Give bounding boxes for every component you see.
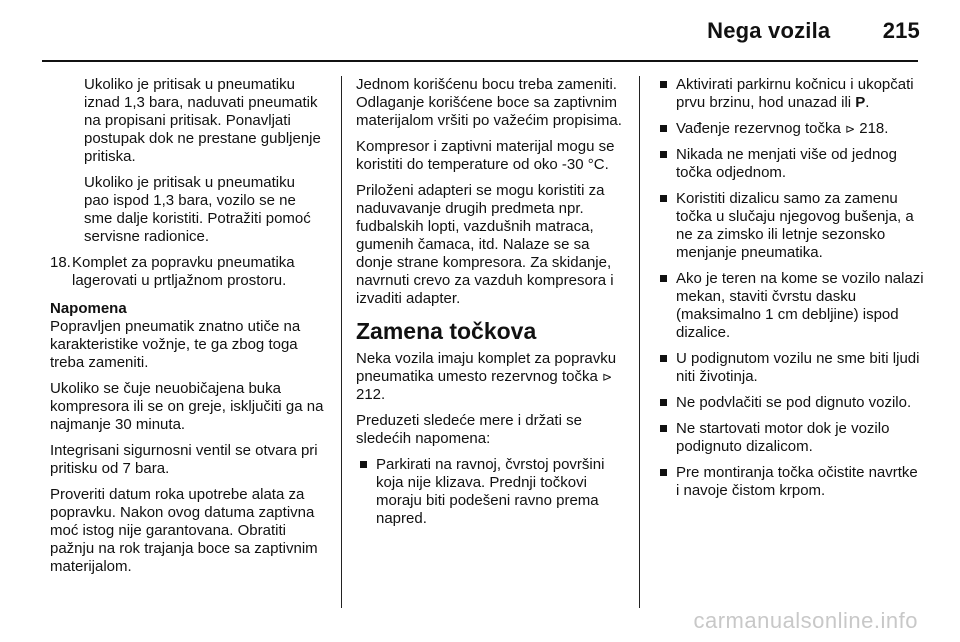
list-item-text: Ne startovati motor dok je vozilo podignuto dizalicom. [676,420,890,455]
column-3 [656,76,924,508]
column-2 [356,76,624,536]
paragraph: Priloženi adapteri se mogu koristiti za naduvavanje drugih predmeta npr. fudbalskih lopti, vazdušnih matraca, gumenih čamaca, itd. Nalaze se sa donje strane kompresora. Za skidanje, navrnuti crevo za vazduh kompresora i izvaditi adapter. [356,182,614,307]
step-text: Komplet za popravku pneumatika lagerovati u prtljažnom prostoru. [72,254,295,289]
list-item [656,350,924,386]
note-box [50,300,324,576]
square-bullet-icon [660,399,667,406]
page-header [707,18,920,44]
paragraph: Ukoliko je pritisak u pneumatiku pao ispod 1,3 bara, vozilo se ne sme dalje koristiti. Potražiti pomoć servisne radionice. [84,174,311,245]
page-reference[interactable]: 212. [356,386,386,403]
page-number: 215 [882,18,920,43]
square-bullet-icon [660,425,667,432]
list-item-text: Aktivirati parkirnu kočnicu i ukopčati prvu brzinu, hod unazad ili [676,76,914,111]
list-item-text: U podignutom vozilu ne sme biti ljudi niti životinja. [676,350,920,385]
gear-p-label: P [855,94,866,111]
section-title: Nega vozila [707,18,831,43]
note-paragraph: Ukoliko se čuje neuobičajena buka kompresora ili se on greje, isključiti ga na najmanje 30 minuta. [50,380,324,433]
square-bullet-icon [360,461,367,468]
page-reference[interactable]: 218. [859,120,889,137]
list-item [656,146,924,182]
square-bullet-icon [660,195,667,202]
note-paragraph: Proveriti datum roka upotrebe alata za popravku. Nakon ovog datuma zaptivna moć istog nije garantovana. Obratiti pažnju na rok trajanja boce sa zaptivnim materijalom. [50,486,318,575]
watermark: carmanualsonline.info [693,608,918,633]
column-divider-2 [639,76,640,608]
note-paragraph: Integrisani sigurnosni ventil se otvara pri pritisku od 7 bara. [50,442,318,477]
square-bullet-icon [660,469,667,476]
list-item-text: Ako je teren na kome se vozilo nalazi mekan, staviti čvrstu dasku (maksimalno 1 cm debljine) ispod dizalice. [676,270,924,341]
list-item [656,394,924,412]
square-bullet-icon [660,275,667,282]
paragraph: Jednom korišćenu bocu treba zameniti. Odlaganje korišćene boce sa zaptivnim materijalom vršiti po važećim propisima. [356,76,622,129]
list-item [656,420,924,456]
paragraph-text: Neka vozila imaju komplet za popravku pneumatika umesto rezervnog točka [356,350,617,385]
square-bullet-icon [660,151,667,158]
header-rule [42,60,918,62]
bullet-list [356,456,624,528]
paragraph: Ukoliko je pritisak u pneumatiku iznad 1,3 bara, naduvati pneumatik na propisani pritisak. Ponavljati postupak dok ne prestane gubljenje pritiska. [84,76,321,165]
list-item [356,456,624,528]
punctuation: . [865,94,870,111]
step-number: 18. [50,254,71,271]
note-title: Napomena [50,300,127,317]
list-item [656,120,924,138]
list-item-text: Pre montiranja točka očistite navrtke i navoje čistom krpom. [676,464,918,499]
list-item-text: Vađenje rezervnog točka [676,120,841,137]
list-item-text: Ne podvlačiti se pod dignuto vozilo. [676,394,912,411]
list-item-text: Parkirati na ravnoj, čvrstoj površini koja nije klizava. Prednji točkovi moraju biti podešeni ravno prema napred. [376,456,605,527]
paragraph: Preduzeti sledeće mere i držati se sledećih napomena: [356,412,582,447]
paragraph: Kompresor i zaptivni materijal mogu se koristiti do temperature od oko -30 °C. [356,138,615,173]
list-item [656,190,924,262]
list-item [656,464,924,500]
bullet-list [656,76,924,500]
section-heading: Zamena točkova [356,318,537,344]
list-item-text: Nikada ne menjati više od jednog točka odjednom. [676,146,897,181]
numbered-step [50,254,324,290]
list-item [656,270,924,342]
square-bullet-icon [660,81,667,88]
arrow-reference-icon: ⊳ [845,122,856,136]
paragraph [356,350,624,404]
column-1 [50,76,324,584]
list-item [656,76,924,112]
column-divider-1 [341,76,342,608]
list-item-text: Koristiti dizalicu samo za zamenu točka u slučaju njegovog bušenja, a ne za zimsko ili letnje sezonsko menjanje pneumatika. [676,190,914,261]
arrow-reference-icon: ⊳ [601,370,613,384]
square-bullet-icon [660,355,667,362]
note-paragraph: Popravljen pneumatik znatno utiče na karakteristike vožnje, te ga zbog toga treba zameniti. [50,318,301,371]
square-bullet-icon [660,125,667,132]
